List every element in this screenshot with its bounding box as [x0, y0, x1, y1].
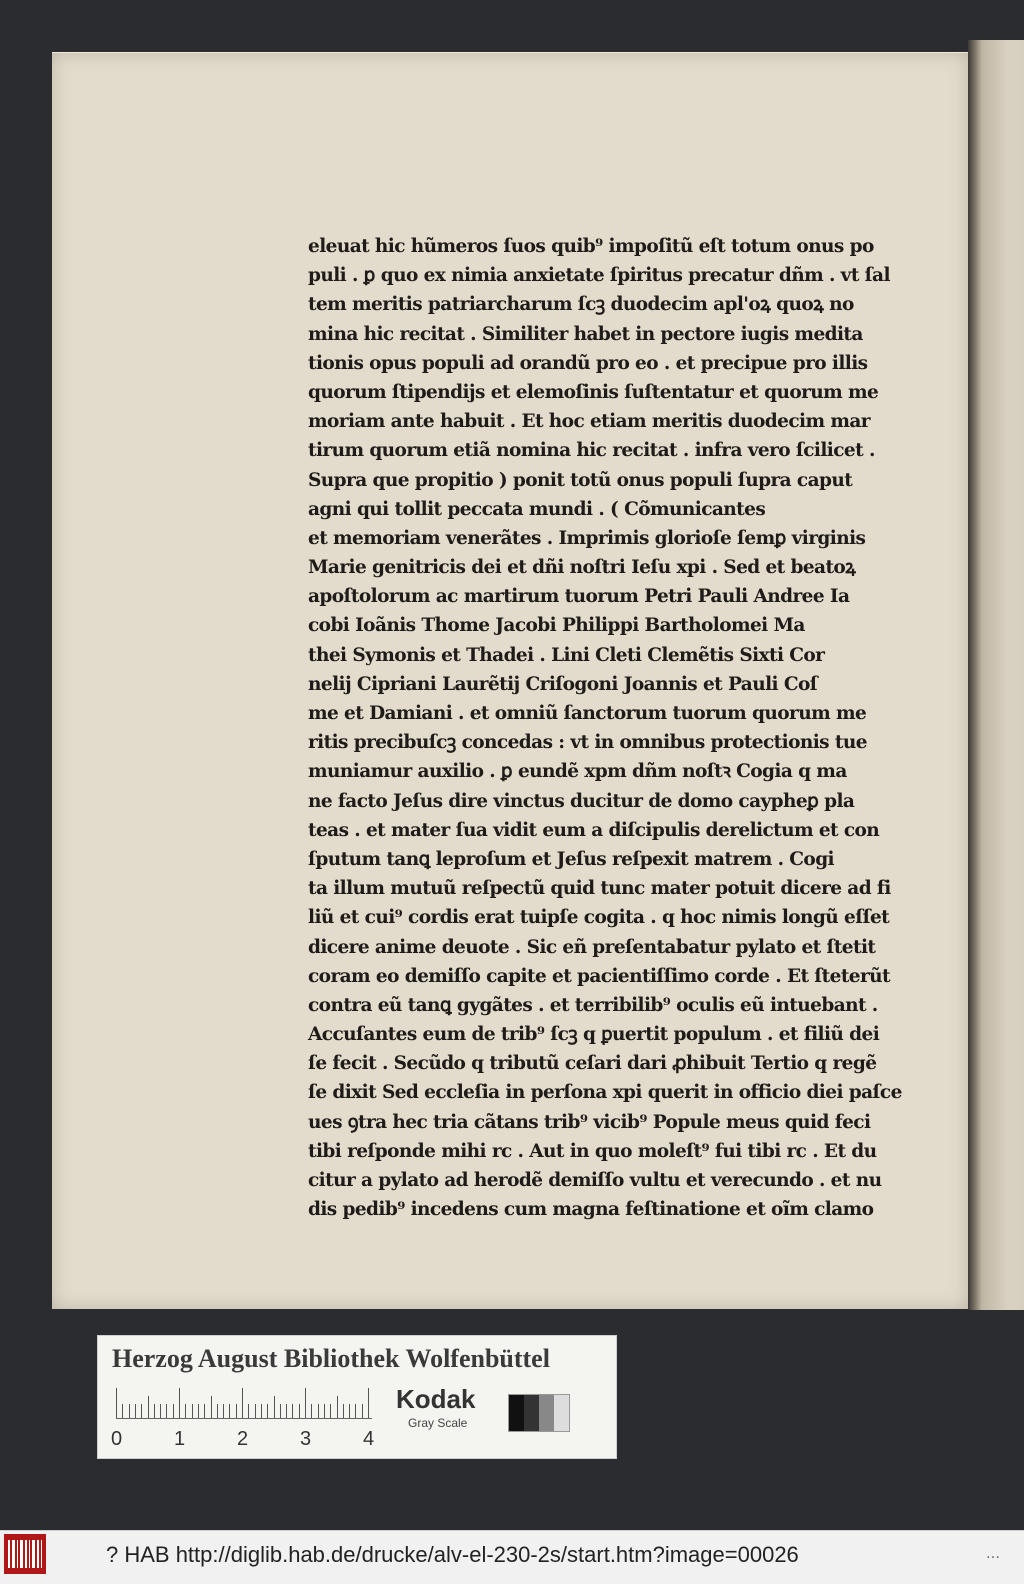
- ruler-tick: [236, 1404, 237, 1418]
- text-line: nelij Cipriani Laurẽtij Criſogoni Joannis et Pauli Coſ: [308, 673, 818, 695]
- ruler-tick: [292, 1404, 293, 1418]
- ruler-tick: [173, 1404, 174, 1418]
- ruler-tick: [135, 1404, 136, 1418]
- scale-number: 0: [111, 1428, 123, 1450]
- page-text-block: [308, 232, 928, 1224]
- ruler-tick: [286, 1404, 287, 1418]
- text-line: tem meritis patriarcharum ſcꝫ duodecim apl'oꝝ quoꝝ no: [308, 294, 854, 316]
- ruler-tick: [185, 1404, 186, 1418]
- text-line: tionis opus populi ad orandũ pro eo . et precipue pro illis: [308, 352, 868, 374]
- text-line: teas . et mater ſua vidit eum a diſcipulis derelictum et con: [308, 819, 880, 841]
- ruler-tick: [248, 1404, 249, 1418]
- ruler-tick: [324, 1404, 325, 1418]
- scale-number: 4: [363, 1428, 375, 1450]
- text-line: et memoriam venerãtes . Imprimis glorioſe ſemꝑ virginis: [308, 527, 866, 549]
- ruler-tick: [198, 1404, 199, 1418]
- text-line: ſe dixit Sed eccleſia in perſona xpi querit in officio diei paſce: [308, 1082, 902, 1104]
- gray-scale-label: Gray Scale: [408, 1416, 468, 1430]
- ruler-tick: [267, 1404, 268, 1418]
- ruler-tick: [148, 1396, 149, 1418]
- ruler-tick: [217, 1404, 218, 1418]
- ruler-tick: [255, 1404, 256, 1418]
- ruler-tick: [141, 1404, 142, 1418]
- ruler-tick: [318, 1404, 319, 1418]
- color-calibration-target: [97, 1335, 617, 1459]
- status-url[interactable]: ? HAB http://diglib.hab.de/drucke/alv-el-230-2s/start.htm?image=00026: [106, 1542, 799, 1567]
- text-line: ne facto Jeſus dire vinctus ducitur de domo caypheꝑ pla: [308, 790, 855, 812]
- ruler-tick: [229, 1404, 230, 1418]
- text-line: ritis precibuſcꝫ concedas : vt in omnibus protectionis tue: [308, 732, 867, 754]
- ruler-tick: [261, 1404, 262, 1418]
- barcode-icon: [4, 1534, 46, 1574]
- scale-number: 3: [300, 1428, 312, 1450]
- ruler-tick: [192, 1404, 193, 1418]
- ruler-tick: [330, 1404, 331, 1418]
- ruler-tick: [311, 1404, 312, 1418]
- text-line: agni qui tollit peccata mundi . ( Cõmunicantes: [308, 498, 766, 520]
- library-name: Herzog August Bibliothek Wolfenbüttel: [112, 1344, 550, 1373]
- ruler-tick: [368, 1388, 369, 1418]
- ruler-tick: [122, 1404, 123, 1418]
- text-line: moriam ante habuit . Et hoc etiam meritis duodecim mar: [308, 411, 870, 433]
- ruler-tick: [242, 1388, 243, 1418]
- more-dots-icon[interactable]: …: [986, 1546, 1001, 1562]
- text-line: dis pedib⁹ incedens cum magna feſtinatione et oĩm clamo: [308, 1199, 874, 1221]
- text-line: ues ꝯtra hec tria cãtans trib⁹ vicib⁹ Popule meus quid feci: [308, 1111, 871, 1133]
- adjacent-page-edge: [968, 40, 1024, 1310]
- kodak-brand: Kodak: [396, 1384, 476, 1414]
- ruler-tick: [154, 1404, 155, 1418]
- ruler-tick: [211, 1396, 212, 1418]
- text-line: cobi Ioãnis Thome Jacobi Philippi Bartholomei Ma: [308, 615, 805, 637]
- ruler-tick: [116, 1388, 117, 1418]
- ruler-tick: [362, 1404, 363, 1418]
- text-line: ſe fecit . Secũdo q tributũ ceſari dari ꝓhibuit Tertio q regẽ: [308, 1053, 877, 1075]
- ruler-tick: [129, 1404, 130, 1418]
- ruler-tick: [223, 1404, 224, 1418]
- text-line: Supra que propitio ) ponit totũ onus populi ſupra caput: [308, 469, 853, 491]
- text-line: quorum ſtipendijs et elemoſinis ſuſtentatur et quorum me: [308, 381, 879, 403]
- book-page: [52, 52, 968, 1309]
- text-line: me et Damiani . et omniũ ſanctorum tuorum quorum me: [308, 703, 867, 724]
- ruler-tick: [280, 1404, 281, 1418]
- text-line: contra eũ tanꝗ gygãtes . et terribilib⁹ oculis eũ intuebant .: [308, 994, 878, 1016]
- ruler-tick: [204, 1404, 205, 1418]
- ruler-tick: [349, 1404, 350, 1418]
- text-line: dicere anime deuote . Sic eñ preſentabatur pylato et ſtetit: [308, 936, 876, 958]
- ruler-tick: [179, 1388, 180, 1418]
- gray-swatches: [508, 1394, 570, 1432]
- ruler-tick: [343, 1404, 344, 1418]
- text-line: liũ et cui⁹ cordis erat tuipſe cogita . q hoc nimis longũ eſſet: [308, 907, 890, 929]
- text-line: muniamur auxilio . ꝑ eundẽ xpm dñm noſtꝛ Cogia q ma: [308, 761, 847, 783]
- text-line: Marie genitricis dei et dñi noſtri Ieſu xpi . Sed et beatoꝝ: [308, 557, 856, 579]
- text-line: ſputum tanꝗ leproſum et Jeſus reſpexit matrem . Cogi: [308, 848, 835, 870]
- text-line: puli . ꝑ quo ex nimia anxietate ſpiritus precatur dñm . vt ſal: [308, 265, 890, 287]
- text-line: tibi reſponde mihi rc . Aut in quo moleſt⁹ fui tibi rc . Et du: [308, 1140, 877, 1162]
- scale-ruler: [116, 1388, 372, 1419]
- text-line: citur a pylato ad herodẽ demiſſo vultu et verecundo . et nu: [308, 1170, 882, 1191]
- text-line: Accuſantes eum de trib⁹ ſcꝫ q ꝑuertit populum . et filiũ dei: [308, 1024, 880, 1046]
- ruler-tick: [274, 1396, 275, 1418]
- text-line: coram eo demiſſo capite et pacientiſſimo corde . Et ſteterũt: [308, 965, 890, 987]
- ruler-tick: [160, 1404, 161, 1418]
- scale-number: 1: [174, 1428, 186, 1450]
- ruler-tick: [355, 1404, 356, 1418]
- text-line: apoſtolorum ac martirum tuorum Petri Pauli Andree Ia: [308, 586, 850, 608]
- text-line: mina hic recitat . Similiter habet in pectore iugis medita: [308, 323, 863, 345]
- scale-number: 2: [237, 1428, 249, 1450]
- ruler-tick: [305, 1388, 306, 1418]
- text-line: eleuat hic hũmeros ſuos quib⁹ impoſitũ eſt totum onus po: [308, 236, 874, 257]
- text-line: ta illum mutuũ reſpectũ quid tunc mater potuit dicere ad fi: [308, 878, 891, 900]
- text-line: tirum quorum etiã nomina hic recitat . infra vero ſcilicet .: [308, 440, 875, 462]
- ruler-tick: [337, 1396, 338, 1418]
- ruler-tick: [166, 1404, 167, 1418]
- ruler-tick: [299, 1404, 300, 1418]
- text-line: thei Symonis et Thadei . Lini Cleti Clemẽtis Sixti Cor: [308, 644, 825, 666]
